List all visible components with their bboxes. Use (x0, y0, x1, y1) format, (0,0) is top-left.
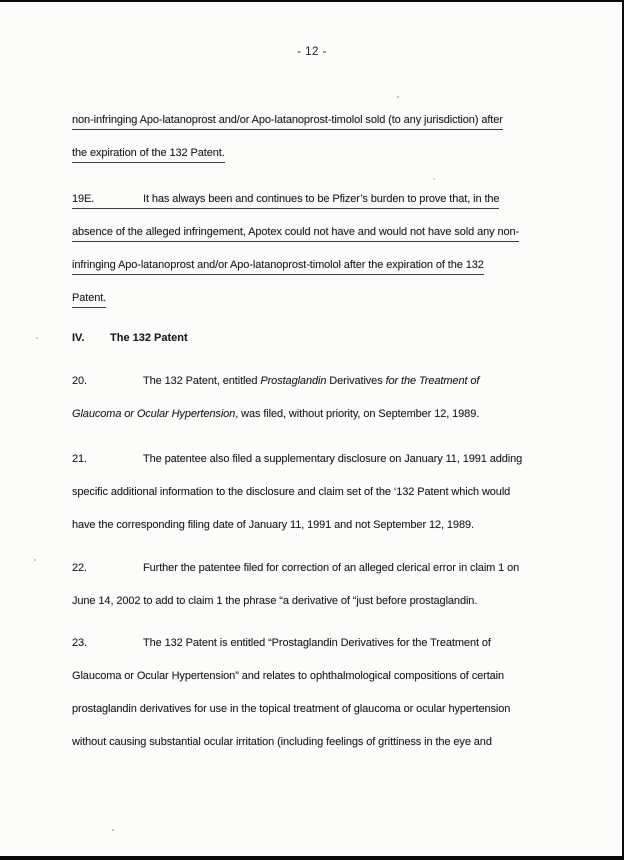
paragraph-marker: 22. (72, 562, 87, 574)
text-segment: Derivatives (326, 375, 386, 387)
paragraph-marker: 23. (72, 637, 87, 649)
page-number: - 12 - (297, 46, 327, 58)
document-line (72, 546, 542, 579)
document-line (72, 243, 542, 276)
text-segment: have the corresponding filing date of January 11, 1991 and not September 12, 1989. (72, 519, 474, 531)
document-line (72, 131, 542, 164)
document-line (72, 654, 542, 687)
text-segment: The patentee also filed a supplementary disclosure on January 11, 1991 adding (143, 453, 523, 465)
document-line (72, 503, 542, 536)
document-line (72, 210, 542, 243)
document-line (72, 579, 542, 612)
text-segment: The 132 Patent is entitled “Prostaglandin Derivatives for the Treatment of (143, 637, 491, 649)
scan-edge-bottom (0, 856, 624, 860)
paragraph-marker: 21. (72, 453, 87, 465)
text-segment: June 14, 2002 to add to claim 1 the phrase “a derivative of “just before prostaglandin. (72, 595, 478, 607)
document-line (72, 276, 542, 309)
document-line (72, 437, 542, 470)
paragraph-clause-21 (72, 437, 542, 536)
text-segment: Prostaglandin (260, 375, 327, 387)
paragraph-clause-19e (72, 177, 542, 309)
document-line (72, 720, 542, 753)
paragraph-marker: 20. (72, 375, 87, 387)
text-segment: the expiration of the 132 Patent. (72, 147, 225, 159)
document-line (72, 316, 542, 349)
document-line (72, 687, 542, 720)
scan-edge-top (0, 0, 624, 2)
document-line (72, 470, 542, 503)
text-segment: Patent. (72, 292, 107, 304)
paragraph-marker: IV. (72, 332, 85, 344)
text-segment: The 132 Patent, entitled (143, 375, 261, 387)
text-segment: It has always been and continues to be Pfizer’s burden to prove that, in the (143, 193, 500, 205)
text-segment: for the Treatment of (385, 375, 480, 387)
scan-specks (0, 0, 2, 2)
paragraph-clause-22 (72, 546, 542, 612)
paragraph-clause-20 (72, 359, 542, 425)
document-line (72, 359, 542, 392)
paragraph-continuation-clause (72, 98, 542, 164)
document-body (72, 98, 542, 753)
text-segment: Glaucoma or Ocular Hypertension (72, 408, 236, 420)
text-segment: , was filed, without priority, on September 12, 1989. (235, 408, 480, 420)
text-segment: specific additional information to the disclosure and claim set of the ‘132 Patent which would (72, 486, 511, 498)
text-segment: Glaucoma or Ocular Hypertension” and relates to ophthalmological compositions of certain (72, 670, 505, 682)
text-segment: non-infringing Apo-latanoprost and/or Apo-latanoprost-timolol sold (to any jurisdiction) after (72, 114, 503, 126)
paragraph-marker: 19E. (72, 193, 95, 205)
text-segment: Further the patentee filed for correction of an alleged clerical error in claim 1 on (143, 562, 520, 574)
text-segment: The 132 Patent (110, 332, 188, 344)
text-segment: infringing Apo-latanoprost and/or Apo-latanoprost-timolol after the expiration of the 132 (72, 259, 484, 271)
document-line (72, 177, 542, 210)
paragraph-clause-23 (72, 621, 542, 753)
text-segment: absence of the alleged infringement, Apotex could not have and would not have sold any non- (72, 226, 520, 238)
text-segment: prostaglandin derivatives for use in the topical treatment of glaucoma or ocular hypertension (72, 703, 511, 715)
text-segment: without causing substantial ocular irritation (including feelings of grittiness in the eye and (72, 736, 492, 748)
paragraph-heading-iv (72, 316, 542, 349)
document-line (72, 621, 542, 654)
document-line (72, 98, 542, 131)
document-line (72, 392, 542, 425)
